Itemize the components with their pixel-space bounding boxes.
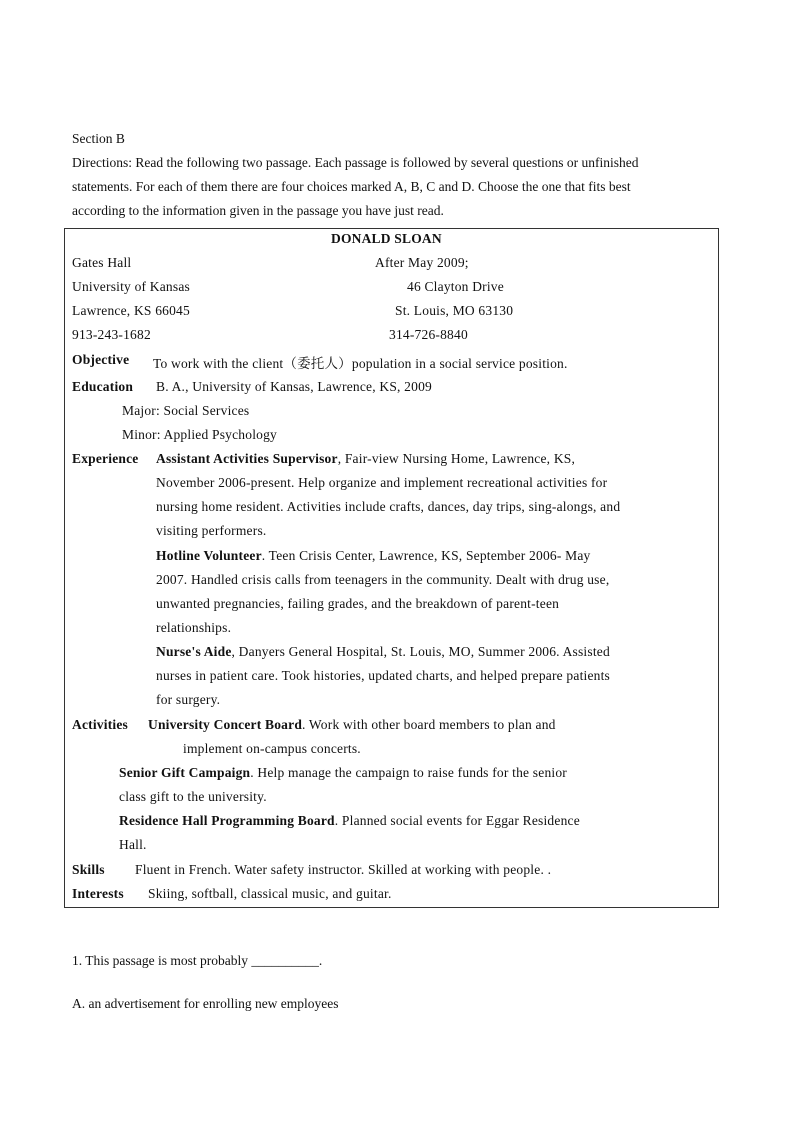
experience-item-1-line-1 (156, 451, 575, 467)
experience-item-1-line-3: nursing home resident. Activities include crafts, dances, day trips, sing-alongs, and (156, 499, 621, 514)
objective-label: Objective (72, 352, 130, 367)
activities-label: Activities (72, 717, 128, 732)
objective-text: To work with the client（委托人）population in a social service position. (153, 356, 568, 371)
education-label: Education (72, 379, 134, 394)
experience-item-3-line-3: for surgery. (156, 692, 221, 707)
address-right-4: 314-726-8840 (389, 327, 468, 342)
address-left-4: 913-243-1682 (72, 327, 151, 342)
address-left-2: University of Kansas (72, 279, 190, 294)
experience-item-1-text: , Fair-view Nursing Home, Lawrence, KS, (337, 451, 576, 466)
activities-item-1-title: University Concert Board (148, 717, 303, 732)
directions-line-3: according to the information given in the passage you have just read. (72, 203, 444, 218)
activities-item-1-line-2: implement on-campus concerts. (183, 741, 361, 756)
activities-item-2-line-1 (119, 765, 567, 781)
interests-text: Skiing, softball, classical music, and guitar. (148, 886, 392, 901)
directions-line-2: statements. For each of them there are four choices marked A, B, C and D. Choose the one that fits best (72, 179, 631, 194)
experience-item-3-line-2: nurses in patient care. Took histories, updated charts, and helped prepare patients (156, 668, 611, 683)
address-left-1: Gates Hall (72, 255, 132, 270)
experience-item-1-line-4: visiting performers. (156, 523, 267, 538)
experience-item-3-line-1 (156, 644, 610, 660)
activities-item-2-line-2: class gift to the university. (119, 789, 267, 804)
experience-label: Experience (72, 451, 139, 466)
activities-item-3-title: Residence Hall Programming Board (119, 813, 335, 828)
activities-item-1-text: . Work with other board members to plan and (302, 717, 556, 732)
experience-item-2-line-2: 2007. Handled crisis calls from teenagers in the community. Dealt with drug use, (156, 572, 610, 587)
activities-item-1-line-1 (148, 717, 556, 733)
experience-item-2-line-3: unwanted pregnancies, failing grades, and the breakdown of parent-teen (156, 596, 560, 611)
question-prompt: 1. This passage is most probably __________. (72, 953, 323, 968)
experience-item-2-line-1 (156, 548, 590, 564)
experience-item-3-text: , Danyers General Hospital, St. Louis, MO, Summer 2006. Assisted (231, 644, 610, 659)
experience-item-2-text: . Teen Crisis Center, Lawrence, KS, September 2006- May (261, 548, 591, 563)
education-major: Major: Social Services (122, 403, 250, 418)
address-right-3: St. Louis, MO 63130 (395, 303, 514, 318)
activities-item-3-text: . Planned social events for Eggar Residence (334, 813, 580, 828)
address-left-3: Lawrence, KS 66045 (72, 303, 190, 318)
activities-item-3-line-2: Hall. (119, 837, 147, 852)
resume-box (64, 228, 719, 908)
section-title: Section B (72, 131, 125, 146)
skills-label: Skills (72, 862, 105, 877)
interests-label: Interests (72, 886, 124, 901)
experience-item-3-title: Nurse's Aide (156, 644, 232, 659)
address-right-1: After May 2009; (375, 255, 469, 270)
activities-item-2-text: . Help manage the campaign to raise funds for the senior (250, 765, 567, 780)
experience-item-1-title: Assistant Activities Supervisor (156, 451, 338, 466)
address-right-2: 46 Clayton Drive (407, 279, 504, 294)
experience-item-2-title: Hotline Volunteer (156, 548, 262, 563)
education-text: B. A., University of Kansas, Lawrence, KS, 2009 (156, 379, 432, 394)
skills-text: Fluent in French. Water safety instructor. Skilled at working with people. . (135, 862, 552, 877)
experience-item-1-line-2: November 2006-present. Help organize and implement recreational activities for (156, 475, 608, 490)
question-option-a: A. an advertisement for enrolling new employees (72, 996, 339, 1011)
activities-item-3-line-1 (119, 813, 580, 829)
experience-item-2-line-4: relationships. (156, 620, 232, 635)
education-minor: Minor: Applied Psychology (122, 427, 278, 442)
activities-item-2-title: Senior Gift Campaign (119, 765, 251, 780)
directions-line-1: Directions: Read the following two passage. Each passage is followed by several questions or unfinished (72, 155, 639, 170)
resume-name: DONALD SLOAN (331, 231, 442, 246)
